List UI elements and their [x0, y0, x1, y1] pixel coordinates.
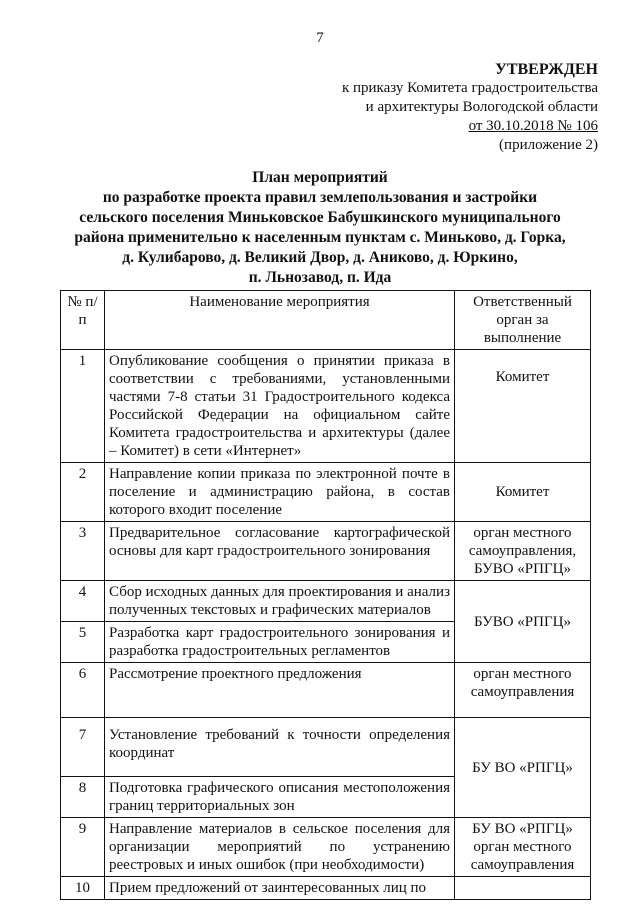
activity-name: Направление копии приказа по электронной почте в поселение и администрацию района, в состав которого входит поселение — [105, 463, 455, 522]
table-row — [61, 350, 591, 463]
row-number: 9 — [61, 818, 105, 877]
activity-name: Предварительное согласование картографической основы для карт градостроительного зонирования — [105, 522, 455, 581]
table-row — [61, 463, 591, 522]
row-number: 5 — [61, 622, 105, 663]
table-row — [61, 663, 591, 718]
responsible-body: Комитет — [455, 463, 591, 522]
approval-line-1: к приказу Комитета градостроительства — [341, 80, 598, 96]
activity-name: Сбор исходных данных для проектирования и анализ полученных текстовых и графических материалов — [105, 581, 455, 622]
header-responsible: Ответственный орган за выполнение — [455, 291, 591, 350]
table-row — [61, 522, 591, 581]
row-number: 10 — [61, 877, 105, 900]
appendix-label: (приложение 2) — [499, 137, 598, 153]
order-date: от 30.10.2018 № 106 — [468, 118, 598, 134]
title-line: п. Льнозавод, п. Ида — [248, 269, 392, 286]
activities-table — [60, 290, 591, 900]
responsible-body: БУВО «РПГЦ» — [455, 581, 591, 663]
table-row — [61, 818, 591, 877]
responsible-body: орган местного самоуправления — [455, 663, 591, 718]
title-line: по разработке проекта правил землепользования и застройки — [102, 189, 538, 206]
row-number: 3 — [61, 522, 105, 581]
approval-stamp — [342, 60, 598, 155]
table-row — [61, 877, 591, 900]
row-number: 2 — [61, 463, 105, 522]
activity-name: Разработка карт градостроительного зонирования и разработка градостроительных регламентов — [105, 622, 455, 663]
responsible-body: БУ ВО «РПГЦ» орган местного самоуправления — [455, 818, 591, 877]
title-line: сельского поселения Миньковское Бабушкинского муниципального — [79, 209, 561, 226]
row-number: 8 — [61, 777, 105, 818]
header-number: № п/п — [61, 291, 105, 350]
approval-line-2: и архитектуры Вологодской области — [365, 99, 598, 115]
table-row — [61, 718, 591, 777]
activity-name: Подготовка графического описания местоположения границ территориальных зон — [105, 777, 455, 818]
page-number: 7 — [316, 30, 324, 46]
title-line: района применительно к населенным пунктам с. Миньково, д. Горка, — [74, 229, 566, 246]
title-line: д. Кулибарово, д. Великий Двор, д. Аниково, д. Юркино, — [122, 249, 518, 266]
activity-name: Установление требований к точности определения координат — [105, 718, 455, 777]
responsible-body — [455, 877, 591, 900]
table-row — [61, 581, 591, 622]
responsible-body: Комитет — [455, 350, 591, 463]
title-line: План мероприятий — [252, 169, 388, 186]
approved-heading: УТВЕРЖДЕН — [495, 61, 598, 78]
row-number: 4 — [61, 581, 105, 622]
table-header-row — [61, 291, 591, 350]
activity-name: Направление материалов в сельское поселения для организации мероприятий по устранению реестровых и иных ошибок (при необходимости) — [105, 818, 455, 877]
row-number: 7 — [61, 718, 105, 777]
row-number: 1 — [61, 350, 105, 463]
document-title — [60, 168, 580, 288]
header-activity: Наименование мероприятия — [105, 291, 455, 350]
responsible-body: БУ ВО «РПГЦ» — [455, 718, 591, 818]
activity-name: Прием предложений от заинтересованных лиц по — [105, 877, 455, 900]
responsible-body: орган местного самоуправления, БУВО «РПГЦ» — [455, 522, 591, 581]
activity-name: Рассмотрение проектного предложения — [105, 663, 455, 718]
activity-name: Опубликование сообщения о принятии приказа в соответствии с требованиями, установленными частями 7-8 статьи 31 Градостроительного кодекса Российской Федерации на официальном сайте Комитета градостроительства и архитектуры (далее – Комитет) в сети «Интернет» — [105, 350, 455, 463]
row-number: 6 — [61, 663, 105, 718]
